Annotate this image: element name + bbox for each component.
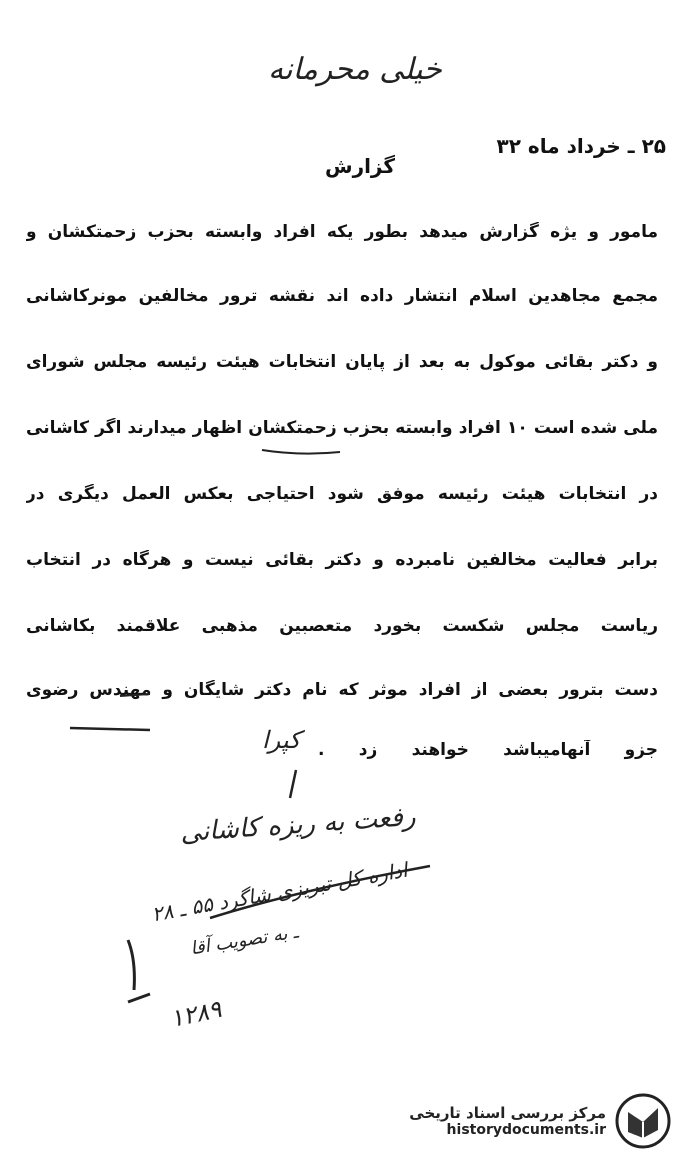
report-line: در انتخابات هیئت رئیسه موفق شود احتیاجی بعکس العمل دیگری در xyxy=(26,484,658,504)
report-line: برابر فعالیت مخالفین نامبرده و دکتر بقائی نیست و هرگاه در انتخاب xyxy=(26,550,658,570)
handwritten-note: اداره کل تبریزی شاگرد ۵۵ ـ ۲۸ xyxy=(149,857,410,927)
report-line: و دکتر بقائی موکول به بعد از پایان انتخابات هیئت رئیسه مجلس شورای xyxy=(26,352,658,372)
date-stroke-left xyxy=(128,940,134,990)
archive-watermark xyxy=(409,1092,672,1150)
date-stroke-left-2 xyxy=(128,994,150,1002)
report-line: مامور و یژه گزارش میدهد بطور یکه افراد وابسته بحزب زحمتکشان و xyxy=(26,222,658,242)
handwritten-note: ۱۲۸۹ xyxy=(167,994,224,1034)
handwritten-note: ـ به تصویب آقا xyxy=(189,921,300,960)
handwritten-note: کپرا xyxy=(262,726,301,754)
classification-heading: خیلی محرمانه xyxy=(268,52,442,87)
report-line: ریاست مجلس شکست بخورد متعصبین مذهبی علاقمند بکاشانی xyxy=(26,616,658,636)
watermark-url: historydocuments.ir xyxy=(446,1122,606,1138)
report-line-last: جزو آنهامیباشد خواهند زد . xyxy=(318,740,658,760)
handwritten-note: رفعت به ریزه کاشانی xyxy=(179,801,417,849)
book-logo-icon xyxy=(614,1092,672,1150)
report-line: ملی شده است ۱۰ افراد وابسته بحزب زحمتکشان اظهار میدارند اگر کاشانی xyxy=(26,418,658,438)
note-tick-stroke xyxy=(290,770,296,798)
report-date: ۲۵ ـ خرداد ماه ۳۲ xyxy=(496,134,666,158)
report-line: مجمع مجاهدین اسلام انتشار داده اند نقشه ترور مخالفین مونرکاشانی xyxy=(26,286,658,306)
watermark-title: مرکز بررسی اسناد تاریخی xyxy=(409,1104,606,1122)
margin-dash-left xyxy=(70,728,150,730)
report-title: گزارش xyxy=(324,154,396,178)
report-line: دست بترور بعضی از افراد موثر که نام دکتر شایگان و مهندس رضوی xyxy=(26,680,658,700)
watermark-text xyxy=(409,1104,606,1138)
underline-stroke xyxy=(262,450,340,454)
